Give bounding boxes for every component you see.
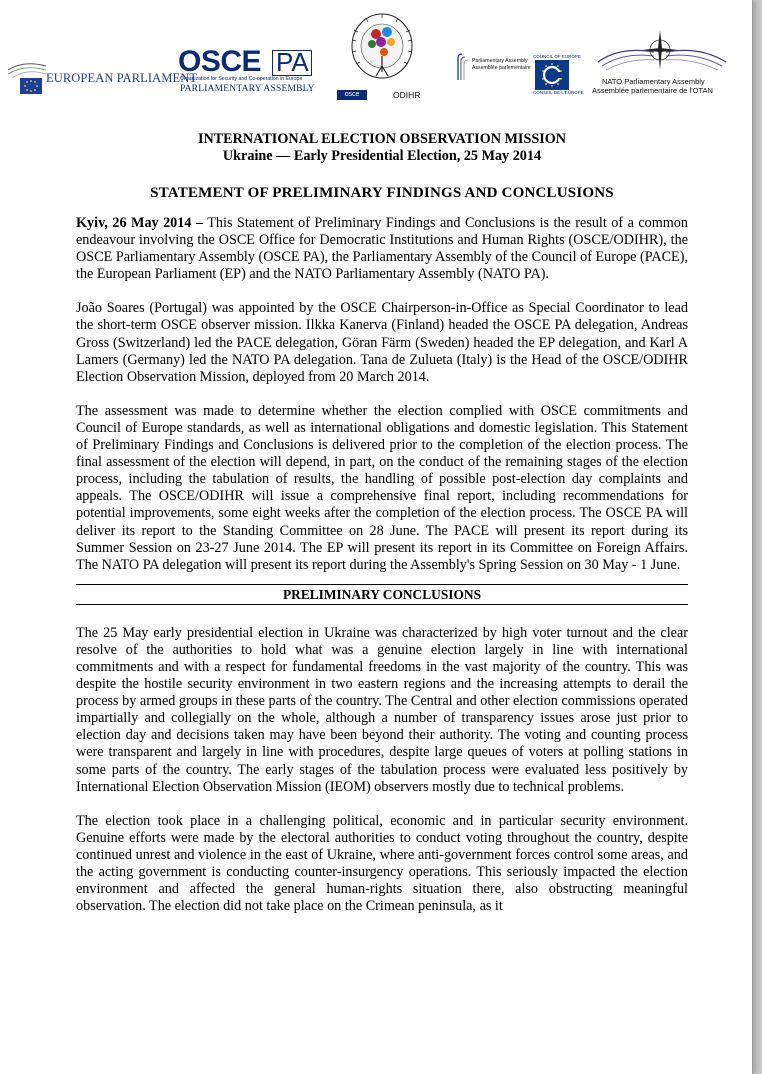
odihr-label: ODIHR — [393, 90, 421, 100]
coe-label-fr: CONSEIL DE L'EUROPE — [533, 90, 584, 95]
assessment-paragraph: The assessment was made to determine whether the election complied with OSCE commitments and Council of Europe standards, as well as international obligations and domestic legislation. This Statement of Preliminary Findings and Conclusions is delivered prior to the completion of the election process. The final assessment of the election will depend, in part, on the conduct of the remaining stages of the election process, including the tabulation of results, the handling of possible post-election day complaints and appeals. The OSCE/ODIHR will issue a comprehensive final report, including recommendations for potential improvements, some eight weeks after the completion of the election process. The OSCE PA will deliver its report to the Standing Committee on 28 June. The PACE will present its report during its Summer Session on 23-27 June 2014. The EP will present its report in its Committee on Foreign Affairs. The NATO PA delegation will present its report during the Assembly's Spring Session on 30 May - 1 June. — [76, 402, 688, 573]
pace-label — [472, 58, 531, 71]
mission-title: INTERNATIONAL ELECTION OBSERVATION MISSION — [197, 131, 567, 147]
dateline: Kyiv, 26 May 2014 – — [76, 215, 204, 231]
osce-subtitle: Organization for Security and Co-operation in Europe — [180, 76, 303, 82]
osce-wordmark: OSCE — [178, 45, 262, 78]
nato-pa-label-fr: Assemblée parlementaire de l'OTAN — [592, 86, 713, 95]
osce-pa-logo — [176, 45, 318, 98]
conclusions-paragraph: The 25 May early presidential election in Ukraine was characterized by high voter turnout and the clear resolve of the authorities to hold what was a genuine election largely in line with international commitments and with a respect for fundamental freedoms in the vast majority of the country. This was despite the hostile security environment in two eastern regions and the increasing attempts to derail the process by armed groups in these parts of the country. The Central and other election commissions operated impartially and collegially on the whole, although a number of transparency issues arose just prior to election day and decisions taken may have been beyond their authority. The voting and counting process were transparent and largely in line with procedures, despite large queues of voters at polling stations in some parts of the country. The early stages of the tabulation process were evaluated less positively by International Election Observation Mission (IEOM) observers mostly due to technical problems. — [76, 624, 688, 795]
european-parliament-label: EUROPEAN PARLIAMENT — [46, 71, 198, 85]
pace-label-fr: Assemblée parlementaire — [472, 64, 531, 71]
intro-text: This Statement of Preliminary Findings and Conclusions is the result of a common endeavour involving the OSCE Office for Democratic Institutions and Human Rights (OSCE/ODIHR), the OSCE Parliamentary Assembly (OSCE PA), the Parliamentary Assembly of the Council of Europe (PACE), the European Parliament (EP) and the NATO Parliamentary Assembly (NATO PA). — [76, 215, 688, 283]
nato-pa-label-en: NATO Parliamentary Assembly — [602, 77, 705, 86]
nato-pa-logo — [590, 26, 730, 98]
statement-title: STATEMENT OF PRELIMINARY FINDINGS AND CONCLUSIONS — [150, 185, 614, 201]
odihr-logo — [336, 10, 428, 110]
coe-label-en: COUNCIL OF EUROPE — [533, 54, 581, 59]
document-body — [76, 131, 688, 915]
pa-letters: PA — [276, 47, 309, 77]
intro-paragraph — [76, 215, 688, 283]
nato-pa-compass-emblem-icon — [590, 26, 730, 76]
pace-label-en: Parliamentary Assembly — [472, 58, 528, 64]
environment-paragraph: The election took place in a challenging political, economic and in particular security environment. Genuine efforts were made by the electoral authorities to conduct voting throughout the country, despite continued unrest and violence in the east of Ukraine, where anti-government forces control some areas, and the acting government is conducting counter-insurgency operations. This seriously impacted the election environment and affected the general human-rights situation there, also obstructing meaningful observation. The election did not take place on the Crimean peninsula, as it — [76, 812, 688, 915]
osce-pa-name: PARLIAMENTARY ASSEMBLY — [180, 84, 315, 94]
odihr-osce-tag: osce — [337, 90, 367, 100]
section-heading-preliminary-conclusions: PRELIMINARY CONCLUSIONS — [76, 584, 688, 605]
pace-emblem-icon — [452, 52, 470, 82]
election-subtitle: Ukraine — Early Presidential Election, 25 May 2014 — [222, 148, 542, 164]
delegations-paragraph: João Soares (Portugal) was appointed by the OSCE Chairperson-in-Office as Special Coordinator to lead the short-term OSCE observer mission. Ilkka Kanerva (Finland) headed the OSCE PA delegation, Andreas Gross (Switzerland) led the PACE delegation, Göran Färm (Sweden) headed the EP delegation, and Karl A Lamers (Germany) led the NATO PA delegation. Tana de Zulueta (Italy) is the Head of the OSCE/ODIHR Election Observation Mission, deployed from 20 March 2014. — [76, 300, 688, 385]
council-of-europe-logo — [530, 54, 584, 100]
partner-logos — [0, 0, 752, 115]
european-parliament-logo — [6, 56, 198, 96]
odihr-tree-emblem-icon — [336, 10, 428, 90]
pace-logo — [452, 50, 537, 90]
council-of-europe-emblem-icon — [530, 60, 574, 90]
european-parliament-emblem-icon — [6, 56, 48, 96]
